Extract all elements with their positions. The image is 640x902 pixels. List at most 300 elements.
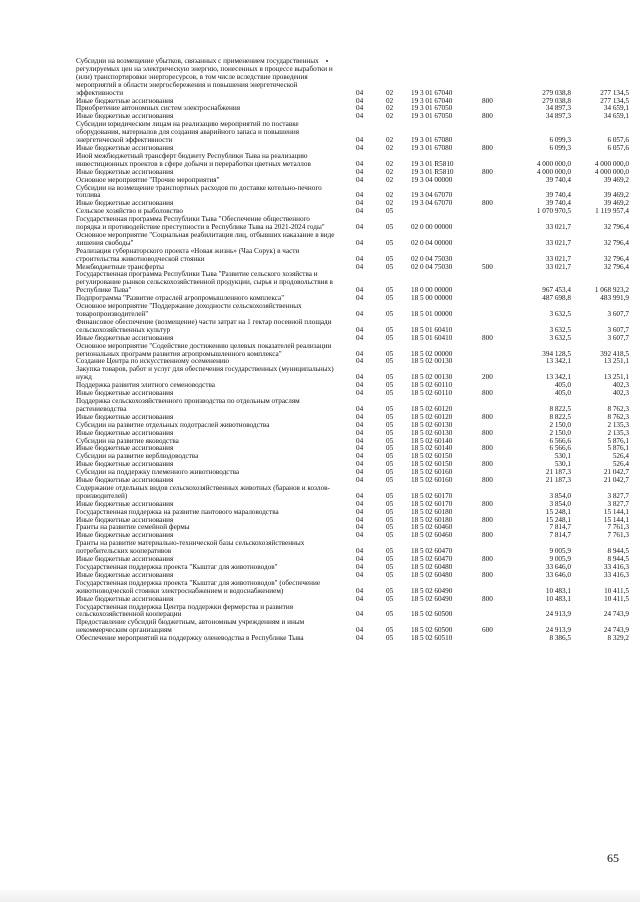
row-amount-year1: 487 698,8 bbox=[542, 294, 571, 303]
row-section-code: 04 bbox=[356, 570, 364, 579]
row-section-code: 04 bbox=[356, 555, 364, 564]
row-subsection-code: 05 bbox=[386, 381, 394, 390]
row-amount-year1: 3 854,0 bbox=[549, 491, 571, 500]
row-target-article: 19 3 04 67070 bbox=[411, 191, 453, 200]
row-target-article: 18 5 02 60510 bbox=[411, 634, 453, 643]
row-name: Субсидии на развитие верблюдоводства bbox=[76, 452, 199, 461]
row-subsection-code: 02 bbox=[386, 167, 394, 176]
row-amount-year1: 967 453,4 bbox=[542, 286, 571, 295]
row-target-article: 19 3 01 R5810 bbox=[411, 159, 454, 168]
row-target-article: 18 5 02 60180 bbox=[411, 515, 453, 524]
row-amount-year2: 8 944,5 bbox=[607, 547, 629, 556]
row-subsection-code: 05 bbox=[386, 444, 394, 453]
row-target-article: 02 0 04 00000 bbox=[411, 238, 453, 247]
row-name: Поддержка развития элитного семеноводства bbox=[76, 381, 215, 390]
row-name: Субсидии на возмещение транспортных расходов по доставке котельно-печного топлива bbox=[76, 183, 322, 200]
row-name: Субсидии на поддержку племенного животноводства bbox=[76, 468, 240, 477]
row-target-article: 19 3 01 67080 bbox=[411, 136, 453, 145]
row-section-code: 04 bbox=[356, 507, 364, 516]
row-target-article: 18 5 02 60120 bbox=[411, 404, 453, 413]
row-section-code: 04 bbox=[356, 88, 364, 97]
row-name: Государственная поддержка на развитие пантового мараловодства bbox=[76, 507, 279, 516]
row-name: Субсидии на развитие яководства bbox=[76, 436, 179, 445]
row-amount-year1: 7 814,7 bbox=[549, 523, 571, 532]
row-subsection-code: 05 bbox=[386, 238, 394, 247]
row-target-article: 02 0 00 00000 bbox=[411, 223, 453, 232]
row-name: Иные бюджетные ассигнования bbox=[76, 460, 174, 469]
table-row bbox=[0, 153, 640, 169]
row-name: Реализация губернаторского проекта «Новая жизнь» (Чаа Сорук) в части строительства животноводческой стоянки bbox=[76, 246, 300, 263]
row-section-code: 04 bbox=[356, 262, 364, 271]
row-expense-type: 800 bbox=[482, 570, 493, 579]
budget-table bbox=[0, 58, 640, 643]
row-amount-year1: 7 814,7 bbox=[549, 531, 571, 540]
row-target-article: 19 3 01 67040 bbox=[411, 88, 453, 97]
row-section-code: 04 bbox=[356, 531, 364, 540]
row-subsection-code: 02 bbox=[386, 199, 394, 208]
row-name: Иные бюджетные ассигнования bbox=[76, 96, 174, 105]
row-amount-year2: 3 607,7 bbox=[607, 325, 629, 334]
row-target-article: 18 5 02 60500 bbox=[411, 626, 453, 635]
row-amount-year2: 34 659,1 bbox=[603, 112, 629, 121]
row-name: Подпрограмма "Развитие отраслей агропромышленного комплекса" bbox=[76, 294, 285, 303]
row-amount-year2: 4 000 000,0 bbox=[594, 167, 629, 176]
row-subsection-code: 05 bbox=[386, 491, 394, 500]
row-amount-year2: 21 042,7 bbox=[603, 476, 629, 485]
row-name: Обеспечение мероприятий на поддержку оленеводства в Республике Тыва bbox=[76, 634, 304, 643]
row-section-code: 04 bbox=[356, 333, 364, 342]
row-amount-year2: 3 827,7 bbox=[607, 499, 629, 508]
row-target-article: 18 5 02 60110 bbox=[411, 389, 453, 398]
row-amount-year2: 32 796,4 bbox=[603, 238, 629, 247]
row-target-article: 18 5 02 60140 bbox=[411, 444, 453, 453]
table-row bbox=[0, 619, 640, 635]
row-subsection-code: 05 bbox=[386, 428, 394, 437]
row-section-code: 04 bbox=[356, 159, 364, 168]
row-subsection-code: 05 bbox=[386, 594, 394, 603]
row-target-article: 18 0 00 00000 bbox=[411, 286, 453, 295]
row-amount-year1: 279 038,8 bbox=[542, 88, 571, 97]
row-amount-year1: 10 483,1 bbox=[545, 594, 571, 603]
row-target-article: 18 5 02 60140 bbox=[411, 436, 453, 445]
row-subsection-code: 02 bbox=[386, 112, 394, 121]
row-target-article: 18 5 02 60480 bbox=[411, 563, 453, 571]
row-section-code: 04 bbox=[356, 610, 364, 619]
row-section-code: 04 bbox=[356, 515, 364, 524]
row-section-code: 04 bbox=[356, 349, 364, 358]
row-amount-year2: 24 743,9 bbox=[603, 610, 629, 619]
row-expense-type: 800 bbox=[482, 112, 493, 121]
row-name: Содержание отдельных видов сельскохозяйственных животных (баранов и козлов-производителей) bbox=[76, 483, 330, 500]
row-amount-year2: 24 743,9 bbox=[603, 626, 629, 635]
row-section-code: 04 bbox=[356, 626, 364, 635]
row-subsection-code: 05 bbox=[386, 570, 394, 579]
row-name: Иные бюджетные ассигнования bbox=[76, 594, 174, 603]
row-amount-year2: 21 042,7 bbox=[603, 468, 629, 477]
table-row bbox=[0, 366, 640, 382]
row-amount-year2: 4 000 000,0 bbox=[594, 159, 629, 168]
row-amount-year2: 32 796,4 bbox=[603, 223, 629, 232]
row-subsection-code: 05 bbox=[386, 586, 394, 595]
table-row bbox=[0, 319, 640, 335]
row-name: Субсидии на возмещение убытков, связанных с применением государственных регулируемых цен на электрическую энергию, понесенных в процессе выработки и (или) транспортировки энергоресурсов, в том числе вследствие проведения мероприятий в области энергосбережения и повышения энергетической эффективности bbox=[76, 57, 333, 97]
row-amount-year1: 21 187,3 bbox=[545, 468, 571, 477]
row-section-code: 04 bbox=[356, 499, 364, 508]
row-amount-year1: 530,1 bbox=[554, 460, 571, 469]
row-subsection-code: 02 bbox=[386, 191, 394, 200]
row-amount-year1: 8 822,5 bbox=[549, 412, 571, 421]
row-subsection-code: 05 bbox=[386, 460, 394, 469]
row-name: Основное мероприятие "Содействие достижению целевых показателей реализации региональных программ развития агропромышленного комплекса" bbox=[76, 341, 332, 358]
row-amount-year2: 402,3 bbox=[612, 389, 629, 398]
row-amount-year2: 2 135,3 bbox=[607, 420, 629, 429]
row-name: Гранты на развитие материально-технической базы сельскохозяйственных потребительских кооперативов bbox=[76, 539, 305, 556]
row-amount-year1: 405,0 bbox=[554, 381, 571, 390]
row-subsection-code: 02 bbox=[386, 143, 394, 152]
row-name: Иные бюджетные ассигнования bbox=[76, 428, 174, 437]
table-row bbox=[0, 248, 640, 264]
row-section-code: 04 bbox=[356, 468, 364, 477]
row-expense-type: 800 bbox=[482, 476, 493, 485]
row-target-article: 18 5 00 00000 bbox=[411, 294, 453, 303]
row-name: Межбюджетные трансферты bbox=[76, 262, 164, 271]
row-amount-year2: 392 418,5 bbox=[600, 349, 629, 358]
row-subsection-code: 05 bbox=[386, 523, 394, 532]
row-target-article: 18 5 01 60410 bbox=[411, 325, 453, 334]
row-name: Субсидии юридическим лицам на реализацию мероприятий по поставке оборудования, материалов для создания аварийного запаса и повышения энергетической эффективности bbox=[76, 120, 300, 145]
row-target-article: 18 5 02 60160 bbox=[411, 476, 453, 485]
row-section-code: 04 bbox=[356, 199, 364, 208]
row-subsection-code: 02 bbox=[386, 175, 394, 184]
row-target-article: 18 5 02 60500 bbox=[411, 610, 453, 619]
page-number: 65 bbox=[607, 851, 619, 865]
row-amount-year2: 3 607,7 bbox=[607, 333, 629, 342]
row-amount-year2: 2 135,3 bbox=[607, 428, 629, 437]
row-amount-year2: 402,3 bbox=[612, 381, 629, 390]
row-section-code: 04 bbox=[356, 428, 364, 437]
row-name: Иные бюджетные ассигнования bbox=[76, 412, 174, 421]
table-row bbox=[0, 121, 640, 145]
row-name: Иные бюджетные ассигнования bbox=[76, 476, 174, 485]
row-amount-year1: 33 646,0 bbox=[545, 570, 571, 579]
row-subsection-code: 05 bbox=[386, 333, 394, 342]
row-target-article: 18 5 02 00130 bbox=[411, 357, 453, 366]
row-name: Иные бюджетные ассигнования bbox=[76, 389, 174, 398]
row-subsection-code: 05 bbox=[386, 254, 394, 263]
row-amount-year2: 39 469,2 bbox=[603, 199, 629, 208]
row-amount-year2: 33 416,3 bbox=[603, 570, 629, 579]
row-amount-year2: 34 659,1 bbox=[603, 104, 629, 113]
row-amount-year1: 2 150,0 bbox=[549, 420, 571, 429]
table-row bbox=[0, 271, 640, 295]
row-section-code: 04 bbox=[356, 167, 364, 176]
row-name: Государственная поддержка Центра поддержки фермерства и развития сельскохозяйственной кооперации bbox=[76, 602, 294, 619]
row-expense-type: 800 bbox=[482, 444, 493, 453]
row-amount-year1: 8 386,5 bbox=[549, 634, 571, 643]
row-expense-type: 800 bbox=[482, 428, 493, 437]
row-target-article: 18 5 02 60160 bbox=[411, 468, 453, 477]
row-section-code: 04 bbox=[356, 286, 364, 295]
row-amount-year1: 9 005,9 bbox=[549, 547, 571, 556]
row-amount-year1: 8 822,5 bbox=[549, 404, 571, 413]
row-amount-year2: 33 416,3 bbox=[603, 563, 629, 571]
table-row bbox=[0, 635, 640, 643]
row-subsection-code: 05 bbox=[386, 286, 394, 295]
row-target-article: 18 5 02 60130 bbox=[411, 428, 453, 437]
row-amount-year1: 3 632,5 bbox=[549, 310, 571, 318]
row-target-article: 18 5 01 00000 bbox=[411, 310, 453, 318]
row-subsection-code: 02 bbox=[386, 159, 394, 168]
row-name: Гранты на развитие семейной фермы bbox=[76, 523, 190, 532]
table-row bbox=[0, 303, 640, 319]
row-section-code: 04 bbox=[356, 112, 364, 121]
row-expense-type: 800 bbox=[482, 499, 493, 508]
row-section-code: 04 bbox=[356, 491, 364, 500]
row-amount-year1: 2 150,0 bbox=[549, 428, 571, 437]
row-expense-type: 800 bbox=[482, 333, 493, 342]
row-subsection-code: 02 bbox=[386, 88, 394, 97]
row-amount-year1: 6 566,6 bbox=[549, 436, 571, 445]
table-row bbox=[0, 604, 640, 620]
row-amount-year1: 33 021,7 bbox=[545, 223, 571, 232]
row-subsection-code: 05 bbox=[386, 555, 394, 564]
row-subsection-code: 05 bbox=[386, 420, 394, 429]
row-target-article: 19 3 01 R5810 bbox=[411, 167, 454, 176]
row-section-code: 04 bbox=[356, 460, 364, 469]
row-amount-year2: 13 251,1 bbox=[603, 357, 629, 366]
row-target-article: 18 5 02 60120 bbox=[411, 412, 453, 421]
row-target-article: 18 5 02 60460 bbox=[411, 531, 453, 540]
table-row bbox=[0, 185, 640, 201]
row-target-article: 18 5 02 60480 bbox=[411, 570, 453, 579]
row-section-code: 04 bbox=[356, 444, 364, 453]
row-name: Иные бюджетные ассигнования bbox=[76, 112, 174, 121]
row-target-article: 18 5 02 60110 bbox=[411, 381, 453, 390]
row-section-code: 04 bbox=[356, 523, 364, 532]
row-subsection-code: 05 bbox=[386, 325, 394, 334]
row-name: Поддержка сельскохозяйственного производства по отдельным отраслям растениеводства bbox=[76, 396, 300, 413]
row-subsection-code: 05 bbox=[386, 499, 394, 508]
row-section-code: 04 bbox=[356, 207, 364, 216]
row-target-article: 19 3 01 67050 bbox=[411, 104, 453, 113]
row-target-article: 18 5 01 60410 bbox=[411, 333, 453, 342]
row-name: Иные бюджетные ассигнования bbox=[76, 333, 174, 342]
row-amount-year1: 4 000 000,0 bbox=[536, 167, 571, 176]
row-subsection-code: 05 bbox=[386, 547, 394, 556]
row-section-code: 04 bbox=[356, 389, 364, 398]
row-subsection-code: 05 bbox=[386, 515, 394, 524]
row-name: Государственная поддержка проекта "Кыштаг для животноводов" bbox=[76, 563, 278, 571]
row-amount-year1: 15 248,1 bbox=[545, 515, 571, 524]
row-subsection-code: 05 bbox=[386, 610, 394, 619]
row-amount-year1: 33 021,7 bbox=[545, 254, 571, 263]
row-amount-year1: 39 740,4 bbox=[545, 175, 571, 184]
row-name: Государственная поддержка проекта "Кыштаг для животноводов" (обеспечение животноводческой стоянки электроснабжением и водоснабжением) bbox=[76, 578, 321, 595]
row-section-code: 04 bbox=[356, 476, 364, 485]
row-amount-year2: 277 134,5 bbox=[600, 88, 629, 97]
row-amount-year1: 3 854,0 bbox=[549, 499, 571, 508]
row-amount-year1: 21 187,3 bbox=[545, 476, 571, 485]
row-amount-year2: 483 991,9 bbox=[600, 294, 629, 303]
row-amount-year1: 394 128,5 bbox=[542, 349, 571, 358]
row-subsection-code: 05 bbox=[386, 310, 394, 318]
row-subsection-code: 02 bbox=[386, 96, 394, 105]
row-target-article: 19 3 01 67050 bbox=[411, 112, 453, 121]
row-target-article: 02 0 04 75030 bbox=[411, 254, 453, 263]
row-name: Иные бюджетные ассигнования bbox=[76, 444, 174, 453]
row-amount-year1: 530,1 bbox=[554, 452, 571, 461]
row-expense-type: 800 bbox=[482, 594, 493, 603]
row-amount-year2: 15 144,1 bbox=[603, 507, 629, 516]
row-amount-year2: 1 119 957,4 bbox=[595, 207, 629, 216]
row-target-article: 18 5 02 60170 bbox=[411, 499, 453, 508]
row-expense-type: 500 bbox=[482, 262, 493, 271]
row-amount-year2: 6 057,6 bbox=[607, 143, 629, 152]
row-subsection-code: 05 bbox=[386, 412, 394, 421]
row-expense-type: 800 bbox=[482, 531, 493, 540]
row-subsection-code: 05 bbox=[386, 563, 394, 571]
row-section-code: 04 bbox=[356, 586, 364, 595]
row-name: Иные бюджетные ассигнования bbox=[76, 531, 174, 540]
row-section-code: 04 bbox=[356, 104, 364, 113]
row-section-code: 04 bbox=[356, 412, 364, 421]
row-target-article: 18 5 02 00000 bbox=[411, 349, 453, 358]
row-name: Иные бюджетные ассигнования bbox=[76, 143, 174, 152]
row-subsection-code: 05 bbox=[386, 634, 394, 643]
table-row bbox=[0, 232, 640, 248]
row-subsection-code: 05 bbox=[386, 223, 394, 232]
table-row bbox=[0, 540, 640, 556]
row-amount-year2: 8 329,2 bbox=[607, 634, 629, 643]
row-section-code: 04 bbox=[356, 634, 364, 643]
row-section-code: 04 bbox=[356, 191, 364, 200]
row-subsection-code: 05 bbox=[386, 507, 394, 516]
row-subsection-code: 05 bbox=[386, 436, 394, 445]
row-amount-year2: 5 876,1 bbox=[607, 444, 629, 453]
row-amount-year1: 9 005,9 bbox=[549, 555, 571, 564]
row-name: Иной межбюджетный трансферт бюджету Республики Тыва на реализацию инвестиционных проектов в сфере добычи и переработки цветных металлов bbox=[76, 151, 311, 168]
row-expense-type: 800 bbox=[482, 199, 493, 208]
row-amount-year1: 1 070 970,5 bbox=[536, 207, 571, 216]
row-target-article: 18 5 02 00130 bbox=[411, 373, 453, 382]
row-target-article: 18 5 02 60150 bbox=[411, 452, 453, 461]
row-amount-year1: 15 248,1 bbox=[545, 507, 571, 516]
row-subsection-code: 02 bbox=[386, 136, 394, 145]
row-name: Иные бюджетные ассигнования bbox=[76, 555, 174, 564]
row-amount-year1: 13 342,1 bbox=[545, 373, 571, 382]
row-name: Основное мероприятие "Социальная реабилитация лиц, отбывших наказание в виде лишения свободы" bbox=[76, 230, 335, 247]
row-target-article: 19 3 01 67080 bbox=[411, 143, 453, 152]
row-expense-type: 200 bbox=[482, 373, 493, 382]
row-amount-year1: 6 566,6 bbox=[549, 444, 571, 453]
row-amount-year2: 8 762,3 bbox=[607, 404, 629, 413]
row-name: Основное мероприятие "Прочие мероприятия" bbox=[76, 175, 220, 184]
row-target-article: 19 3 04 00000 bbox=[411, 175, 453, 184]
row-amount-year1: 33 021,7 bbox=[545, 238, 571, 247]
table-row bbox=[0, 216, 640, 232]
row-amount-year1: 4 000 000,0 bbox=[536, 159, 571, 168]
row-target-article: 02 0 04 75030 bbox=[411, 262, 453, 271]
row-expense-type: 800 bbox=[482, 167, 493, 176]
row-amount-year2: 7 761,3 bbox=[607, 523, 629, 532]
row-amount-year1: 33 021,7 bbox=[545, 262, 571, 271]
row-amount-year1: 6 099,3 bbox=[549, 143, 571, 152]
row-name: Приобретение автономных систем электроснабжения bbox=[76, 104, 241, 113]
row-subsection-code: 05 bbox=[386, 349, 394, 358]
row-subsection-code: 05 bbox=[386, 476, 394, 485]
row-section-code: 04 bbox=[356, 373, 364, 382]
row-amount-year2: 39 469,2 bbox=[603, 175, 629, 184]
row-amount-year1: 24 913,9 bbox=[545, 610, 571, 619]
row-amount-year2: 10 411,5 bbox=[604, 594, 629, 603]
row-amount-year2: 39 469,2 bbox=[603, 191, 629, 200]
row-section-code: 04 bbox=[356, 357, 364, 366]
row-target-article: 18 5 02 60150 bbox=[411, 460, 453, 469]
row-amount-year1: 33 646,0 bbox=[545, 563, 571, 571]
row-expense-type: 800 bbox=[482, 389, 493, 398]
row-amount-year2: 32 796,4 bbox=[603, 262, 629, 271]
row-section-code: 04 bbox=[356, 238, 364, 247]
row-subsection-code: 05 bbox=[386, 452, 394, 461]
row-amount-year2: 277 134,5 bbox=[600, 96, 629, 105]
row-amount-year1: 6 099,3 bbox=[549, 136, 571, 145]
row-section-code: 04 bbox=[356, 381, 364, 390]
table-row bbox=[0, 343, 640, 359]
row-amount-year2: 8 762,3 bbox=[607, 412, 629, 421]
row-target-article: 18 5 02 60470 bbox=[411, 547, 453, 556]
row-amount-year2: 6 057,6 bbox=[607, 136, 629, 145]
row-target-article: 18 5 02 60460 bbox=[411, 523, 453, 532]
row-amount-year2: 15 144,1 bbox=[603, 515, 629, 524]
row-subsection-code: 05 bbox=[386, 357, 394, 366]
row-name: Государственная программа Республики Тыва "Обеспечение общественного порядка и противодействие преступности в Республике Тыва на 2021-2024 годы" bbox=[76, 215, 325, 232]
row-section-code: 04 bbox=[356, 436, 364, 445]
row-expense-type: 800 bbox=[482, 143, 493, 152]
row-name: Иные бюджетные ассигнования bbox=[76, 570, 174, 579]
row-name: Иные бюджетные ассигнования bbox=[76, 499, 174, 508]
row-target-article: 18 5 02 60490 bbox=[411, 586, 453, 595]
row-section-code: 04 bbox=[356, 594, 364, 603]
row-section-code: 04 bbox=[356, 143, 364, 152]
row-amount-year1: 279 038,8 bbox=[542, 96, 571, 105]
row-section-code: 04 bbox=[356, 325, 364, 334]
row-target-article: 18 5 02 60490 bbox=[411, 594, 453, 603]
row-section-code: 04 bbox=[356, 563, 364, 571]
row-expense-type: 800 bbox=[482, 515, 493, 524]
row-expense-type: 600 bbox=[482, 626, 493, 635]
row-target-article: 19 3 01 67040 bbox=[411, 96, 453, 105]
row-section-code: 04 bbox=[356, 294, 364, 303]
row-subsection-code: 05 bbox=[386, 389, 394, 398]
table-row bbox=[0, 580, 640, 596]
row-amount-year1: 3 632,5 bbox=[549, 325, 571, 334]
row-section-code: 04 bbox=[356, 452, 364, 461]
row-amount-year2: 3 827,7 bbox=[607, 491, 629, 500]
row-target-article: 18 5 02 60180 bbox=[411, 507, 453, 516]
table-row bbox=[0, 58, 640, 98]
row-name: Закупка товаров, работ и услуг для обеспечения государственных (муниципальных) нужд bbox=[76, 365, 334, 382]
row-name: Финансовое обеспечение (возмещение) части затрат на 1 гектар посевной площади сельскохозяйственных культур bbox=[76, 317, 332, 334]
row-section-code: 04 bbox=[356, 96, 364, 105]
row-amount-year1: 3 632,5 bbox=[549, 333, 571, 342]
row-expense-type: 800 bbox=[482, 96, 493, 105]
row-section-code: 04 bbox=[356, 254, 364, 263]
row-amount-year2: 32 796,4 bbox=[603, 254, 629, 263]
row-amount-year1: 10 483,1 bbox=[545, 586, 571, 595]
row-target-article: 19 3 04 67070 bbox=[411, 199, 453, 208]
row-amount-year1: 39 740,4 bbox=[545, 191, 571, 200]
row-amount-year2: 526,4 bbox=[612, 460, 629, 469]
